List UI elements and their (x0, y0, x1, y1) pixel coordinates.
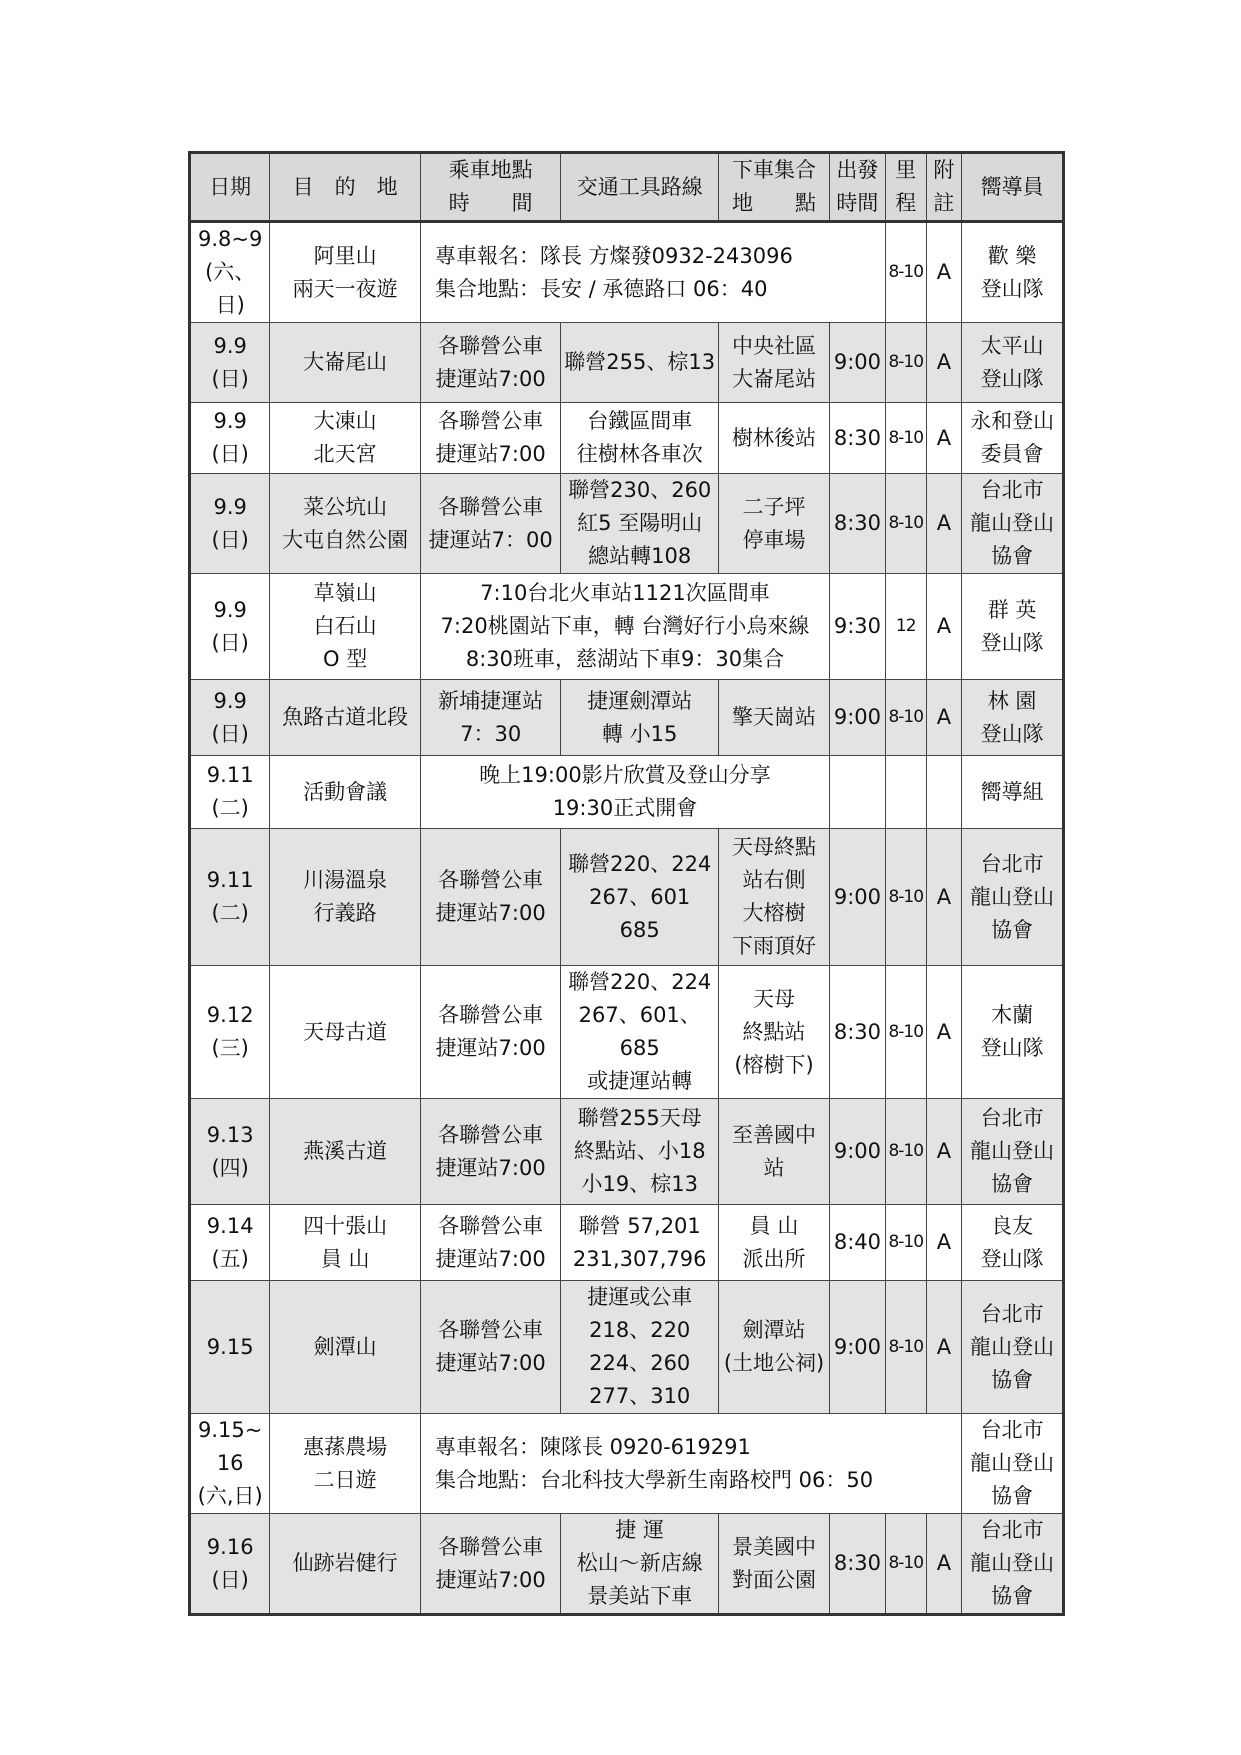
destination-cell: 燕溪古道 (270, 1099, 421, 1205)
date-cell: 9.13 (四) (190, 1099, 270, 1205)
meeting-point-cell: 至善國中 站 (719, 1099, 830, 1205)
header-meeting-point: 下車集合 地 點 (719, 153, 830, 222)
destination-cell: 阿里山 兩天一夜遊 (270, 222, 421, 323)
guide-cell: 太平山 登山隊 (962, 323, 1064, 403)
note-cell: A (926, 829, 962, 966)
boarding-cell: 各聯營公車 捷運站7:00 (420, 1205, 560, 1281)
note-cell: A (926, 1205, 962, 1281)
note-cell: A (926, 1281, 962, 1414)
date-cell: 9.14 (五) (190, 1205, 270, 1281)
boarding-cell: 各聯營公車 捷運站7:00 (420, 1281, 560, 1414)
boarding-cell: 各聯營公車 捷運站7:00 (420, 323, 560, 403)
guide-cell: 台北市 龍山登山 協會 (962, 1514, 1064, 1615)
notice-cell: 專車報名：隊長 方燦發0932-243096 集合地點：長安 / 承德路口 06：40 (420, 222, 885, 323)
meeting-point-cell: 擎天崗站 (719, 680, 830, 756)
depart-time-cell: 9:00 (829, 829, 885, 966)
depart-time-cell: 9:00 (829, 1099, 885, 1205)
table-row (190, 966, 1064, 1099)
guide-cell: 台北市 龍山登山 協會 (962, 829, 1064, 966)
header-row (190, 153, 1064, 222)
guide-cell: 永和登山 委員會 (962, 403, 1064, 474)
destination-cell: 天母古道 (270, 966, 421, 1099)
schedule-body (190, 222, 1064, 1615)
route-cell: 台鐵區間車 往樹林各車次 (561, 403, 719, 474)
table-row (190, 222, 1064, 323)
table-row (190, 574, 1064, 680)
guide-cell: 群 英 登山隊 (962, 574, 1064, 680)
note-cell: A (926, 474, 962, 574)
destination-cell: 大崙尾山 (270, 323, 421, 403)
notice-cell: 7:10台北火車站1121次區間車 7:20桃園站下車，轉 台灣好行小烏來線 8:30班車，慈湖站下車9：30集合 (420, 574, 829, 680)
distance-cell: 8-10 (885, 680, 926, 756)
route-cell: 聯營255天母 終點站、小18 小19、棕13 (561, 1099, 719, 1205)
distance-cell: 8-10 (885, 474, 926, 574)
destination-cell: 惠蓀農場 二日遊 (270, 1414, 421, 1514)
meeting-point-cell: 天母終點 站右側 大榕樹 下雨頂好 (719, 829, 830, 966)
distance-cell: 12 (885, 574, 926, 680)
depart-time-cell: 9:30 (829, 574, 885, 680)
guide-cell: 林 園 登山隊 (962, 680, 1064, 756)
boarding-cell: 新埔捷運站 7：30 (420, 680, 560, 756)
depart-time-cell: 8:30 (829, 474, 885, 574)
distance-cell: 8-10 (885, 966, 926, 1099)
date-cell: 9.9 (日) (190, 323, 270, 403)
note-cell: A (926, 966, 962, 1099)
note-cell: A (926, 574, 962, 680)
route-cell: 聯營220、224 267、601、685 或捷運站轉 (561, 966, 719, 1099)
table-row (190, 1414, 1064, 1514)
route-cell: 捷運或公車 218、220 224、260 277、310 (561, 1281, 719, 1414)
table-row (190, 323, 1064, 403)
boarding-cell: 各聯營公車 捷運站7:00 (420, 1514, 560, 1615)
distance-cell: 8-10 (885, 1281, 926, 1414)
table-row (190, 1514, 1064, 1615)
note-cell (926, 756, 962, 829)
header-boarding: 乘車地點 時 間 (420, 153, 560, 222)
distance-cell: 8-10 (885, 1099, 926, 1205)
guide-cell: 台北市 龍山登山 協會 (962, 1281, 1064, 1414)
destination-cell: 四十張山 員 山 (270, 1205, 421, 1281)
meeting-point-cell: 天母 終點站 (榕樹下) (719, 966, 830, 1099)
distance-cell: 8-10 (885, 1205, 926, 1281)
depart-time-cell: 9:00 (829, 1281, 885, 1414)
table-row (190, 829, 1064, 966)
destination-cell: 魚路古道北段 (270, 680, 421, 756)
date-cell: 9.9 (日) (190, 574, 270, 680)
distance-cell: 8-10 (885, 1514, 926, 1615)
depart-time-cell: 9:00 (829, 680, 885, 756)
destination-cell: 大凍山 北天宮 (270, 403, 421, 474)
meeting-point-cell: 樹林後站 (719, 403, 830, 474)
date-cell: 9.9 (日) (190, 474, 270, 574)
header-route: 交通工具路線 (561, 153, 719, 222)
table-row (190, 474, 1064, 574)
hiking-schedule-table (188, 151, 1065, 1616)
notice-cell: 專車報名：陳隊長 0920-619291 集合地點：台北科技大學新生南路校門 06：50 (420, 1414, 961, 1514)
guide-cell: 台北市 龍山登山 協會 (962, 1414, 1064, 1514)
note-cell: A (926, 323, 962, 403)
meeting-point-cell: 員 山 派出所 (719, 1205, 830, 1281)
destination-cell: 川湯溫泉 行義路 (270, 829, 421, 966)
table-row (190, 403, 1064, 474)
depart-time-cell: 8:30 (829, 966, 885, 1099)
distance-cell: 8-10 (885, 829, 926, 966)
header-destination: 目 的 地 (270, 153, 421, 222)
table-row (190, 1281, 1064, 1414)
note-cell: A (926, 1099, 962, 1205)
table-row (190, 1099, 1064, 1205)
route-cell: 聯營 57,201 231,307,796 (561, 1205, 719, 1281)
header-note: 附 註 (926, 153, 962, 222)
boarding-cell: 各聯營公車 捷運站7:00 (420, 966, 560, 1099)
meeting-point-cell: 二子坪 停車場 (719, 474, 830, 574)
guide-cell: 良友 登山隊 (962, 1205, 1064, 1281)
destination-cell: 劍潭山 (270, 1281, 421, 1414)
destination-cell: 菜公坑山 大屯自然公園 (270, 474, 421, 574)
route-cell: 聯營255、棕13 (561, 323, 719, 403)
route-cell: 聯營230、260 紅5 至陽明山 總站轉108 (561, 474, 719, 574)
distance-cell: 8-10 (885, 403, 926, 474)
header-guide: 嚮導員 (962, 153, 1064, 222)
guide-cell: 歡 樂 登山隊 (962, 222, 1064, 323)
route-cell: 捷 運 松山～新店線 景美站下車 (561, 1514, 719, 1615)
depart-time-cell: 8:40 (829, 1205, 885, 1281)
header-depart-time: 出發 時間 (829, 153, 885, 222)
date-cell: 9.9 (日) (190, 680, 270, 756)
date-cell: 9.11 (二) (190, 756, 270, 829)
header-date: 日期 (190, 153, 270, 222)
table-row (190, 756, 1064, 829)
guide-cell: 嚮導組 (962, 756, 1064, 829)
date-cell: 9.11 (二) (190, 829, 270, 966)
note-cell: A (926, 222, 962, 323)
note-cell: A (926, 403, 962, 474)
destination-cell: 草嶺山 白石山 O 型 (270, 574, 421, 680)
distance-cell (885, 756, 926, 829)
route-cell: 聯營220、224 267、601 685 (561, 829, 719, 966)
guide-cell: 木蘭 登山隊 (962, 966, 1064, 1099)
date-cell: 9.8~9 (六、日) (190, 222, 270, 323)
depart-time-cell: 9:00 (829, 323, 885, 403)
depart-time-cell: 8:30 (829, 403, 885, 474)
guide-cell: 台北市 龍山登山 協會 (962, 474, 1064, 574)
depart-time-cell: 8:30 (829, 1514, 885, 1615)
note-cell: A (926, 680, 962, 756)
note-cell: A (926, 1514, 962, 1615)
destination-cell: 活動會議 (270, 756, 421, 829)
boarding-cell: 各聯營公車 捷運站7:00 (420, 403, 560, 474)
guide-cell: 台北市 龍山登山 協會 (962, 1099, 1064, 1205)
header-distance: 里 程 (885, 153, 926, 222)
date-cell: 9.15 (190, 1281, 270, 1414)
date-cell: 9.12 (三) (190, 966, 270, 1099)
date-cell: 9.9 (日) (190, 403, 270, 474)
boarding-cell: 各聯營公車 捷運站7：00 (420, 474, 560, 574)
date-cell: 9.16 (日) (190, 1514, 270, 1615)
distance-cell: 8-10 (885, 222, 926, 323)
boarding-cell: 各聯營公車 捷運站7:00 (420, 1099, 560, 1205)
meeting-point-cell: 景美國中 對面公園 (719, 1514, 830, 1615)
boarding-cell: 各聯營公車 捷運站7:00 (420, 829, 560, 966)
table-row (190, 680, 1064, 756)
date-cell: 9.15~ 16 (六,日) (190, 1414, 270, 1514)
notice-cell: 晚上19:00影片欣賞及登山分享 19:30正式開會 (420, 756, 829, 829)
distance-cell: 8-10 (885, 323, 926, 403)
meeting-point-cell: 劍潭站 (土地公祠) (719, 1281, 830, 1414)
meeting-point-cell: 中央社區 大崙尾站 (719, 323, 830, 403)
destination-cell: 仙跡岩健行 (270, 1514, 421, 1615)
route-cell: 捷運劍潭站 轉 小15 (561, 680, 719, 756)
table-row (190, 1205, 1064, 1281)
depart-time-cell (829, 756, 885, 829)
